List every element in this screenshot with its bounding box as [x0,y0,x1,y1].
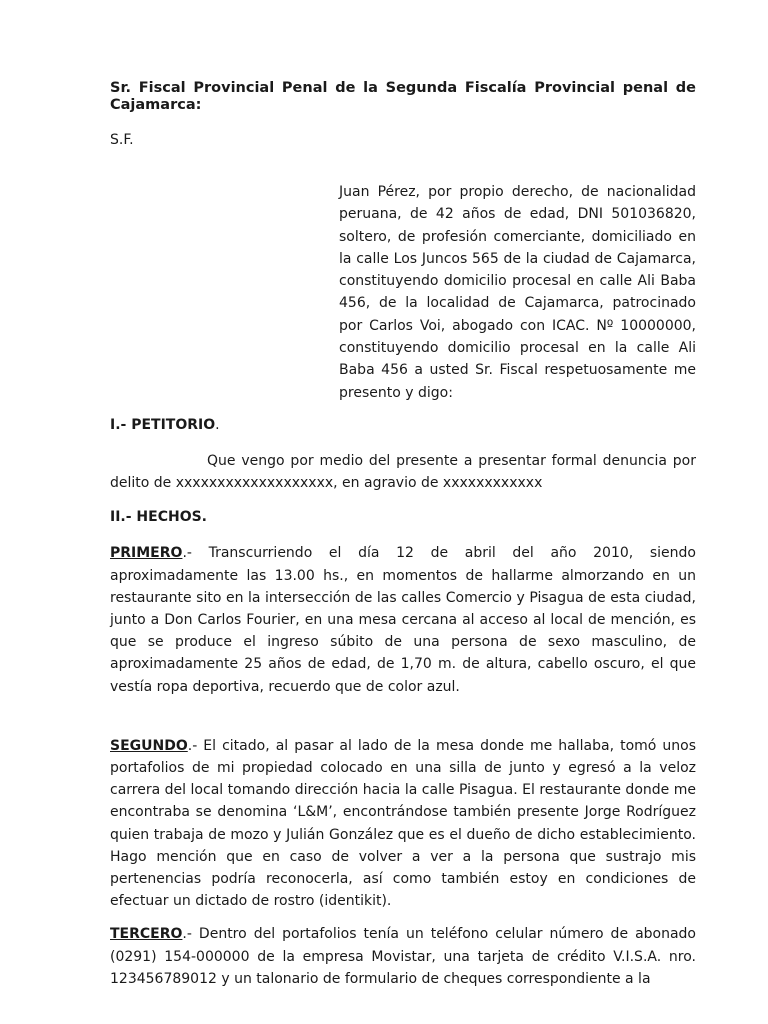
paragraph-primero [110,542,696,697]
section-title-petitorio-text: I.- PETITORIO [110,416,216,433]
paragraph-tercero [110,923,696,990]
section-title-petitorio [110,416,696,434]
addressee-heading: Sr. Fiscal Provincial Penal de la Segunda Fiscalía Provincial penal de Cajamarca: [110,80,696,113]
paragraph-segundo [110,735,696,913]
paragraph-label-tercero: TERCERO [110,926,183,943]
section-title-petitorio-suffix: . [215,416,220,433]
salutation: S.F. [110,132,134,148]
intro-paragraph: Juan Pérez, por propio derecho, de nacionalidad peruana, de 42 años de edad, DNI 501036820, soltero, de profesión comerciante, domiciliado en la calle Los Juncos 565 de la ciudad de Cajamarca, constituyendo domicilio procesal en calle Ali Baba 456, de la localidad de Cajamarca, patrocinado por Carlos Voi, abogado con ICAC. Nº 10000000, constituyendo domicilio procesal en la calle Ali Baba 456 a usted Sr. Fiscal respetuosamente me presento y digo: [339,184,696,401]
paragraph-label-primero: PRIMERO [110,545,183,562]
petitorio-paragraph: Que vengo por medio del presente a presentar formal denuncia por delito de xxxxxxxxxxxxxxxxxxx, en agravio de xxxxxxxxxxxx [110,452,696,492]
paragraph-label-segundo: SEGUNDO [110,737,188,754]
document-body [110,80,696,990]
paragraph-text-primero: .- Transcurriendo el día 12 de abril del año 2010, siendo aproximadamente las 13.00 hs., en momentos de hallarme almorzando en un restaurante sito en la intersección de las calles Comercio y Pisagua de esta ciudad, junto a Don Carlos Fourier, en una mesa cercana al acceso al local de mención, es que se produce el ingreso súbito de una persona de sexo masculino, de aproximadamente 25 años de edad, de 1,70 m. de altura, cabello oscuro, el que vestía ropa deportiva, recuerdo que de color azul. [110,545,696,695]
paragraph-text-tercero: .- Dentro del portafolios tenía un teléfono celular número de abonado (0291) 154-000000 de la empresa Movistar, una tarjeta de crédito V.I.S.A. nro. 123456789012 y un talonario de formulario de cheques correspondiente a la [110,926,696,987]
paragraph-text-segundo: .- El citado, al pasar al lado de la mesa donde me hallaba, tomó unos portafolios de mi propiedad colocado en una silla de junto y egresó a la veloz carrera del local tomando dirección hacia la calle Pisagua. El restaurante donde me encontraba se denomina ‘L&M’, encontrándose también presente Jorge Rodríguez quien trabaja de mozo y Julián González que es el dueño de dicho establecimiento. Hago mención que en caso de volver a ver a la persona que sustrajo mis pertenencias podría reconocerla, así como también estoy en condiciones de efectuar un dictado de rostro (identikit). [110,737,696,910]
section-title-hechos: II.- HECHOS. [110,509,207,526]
